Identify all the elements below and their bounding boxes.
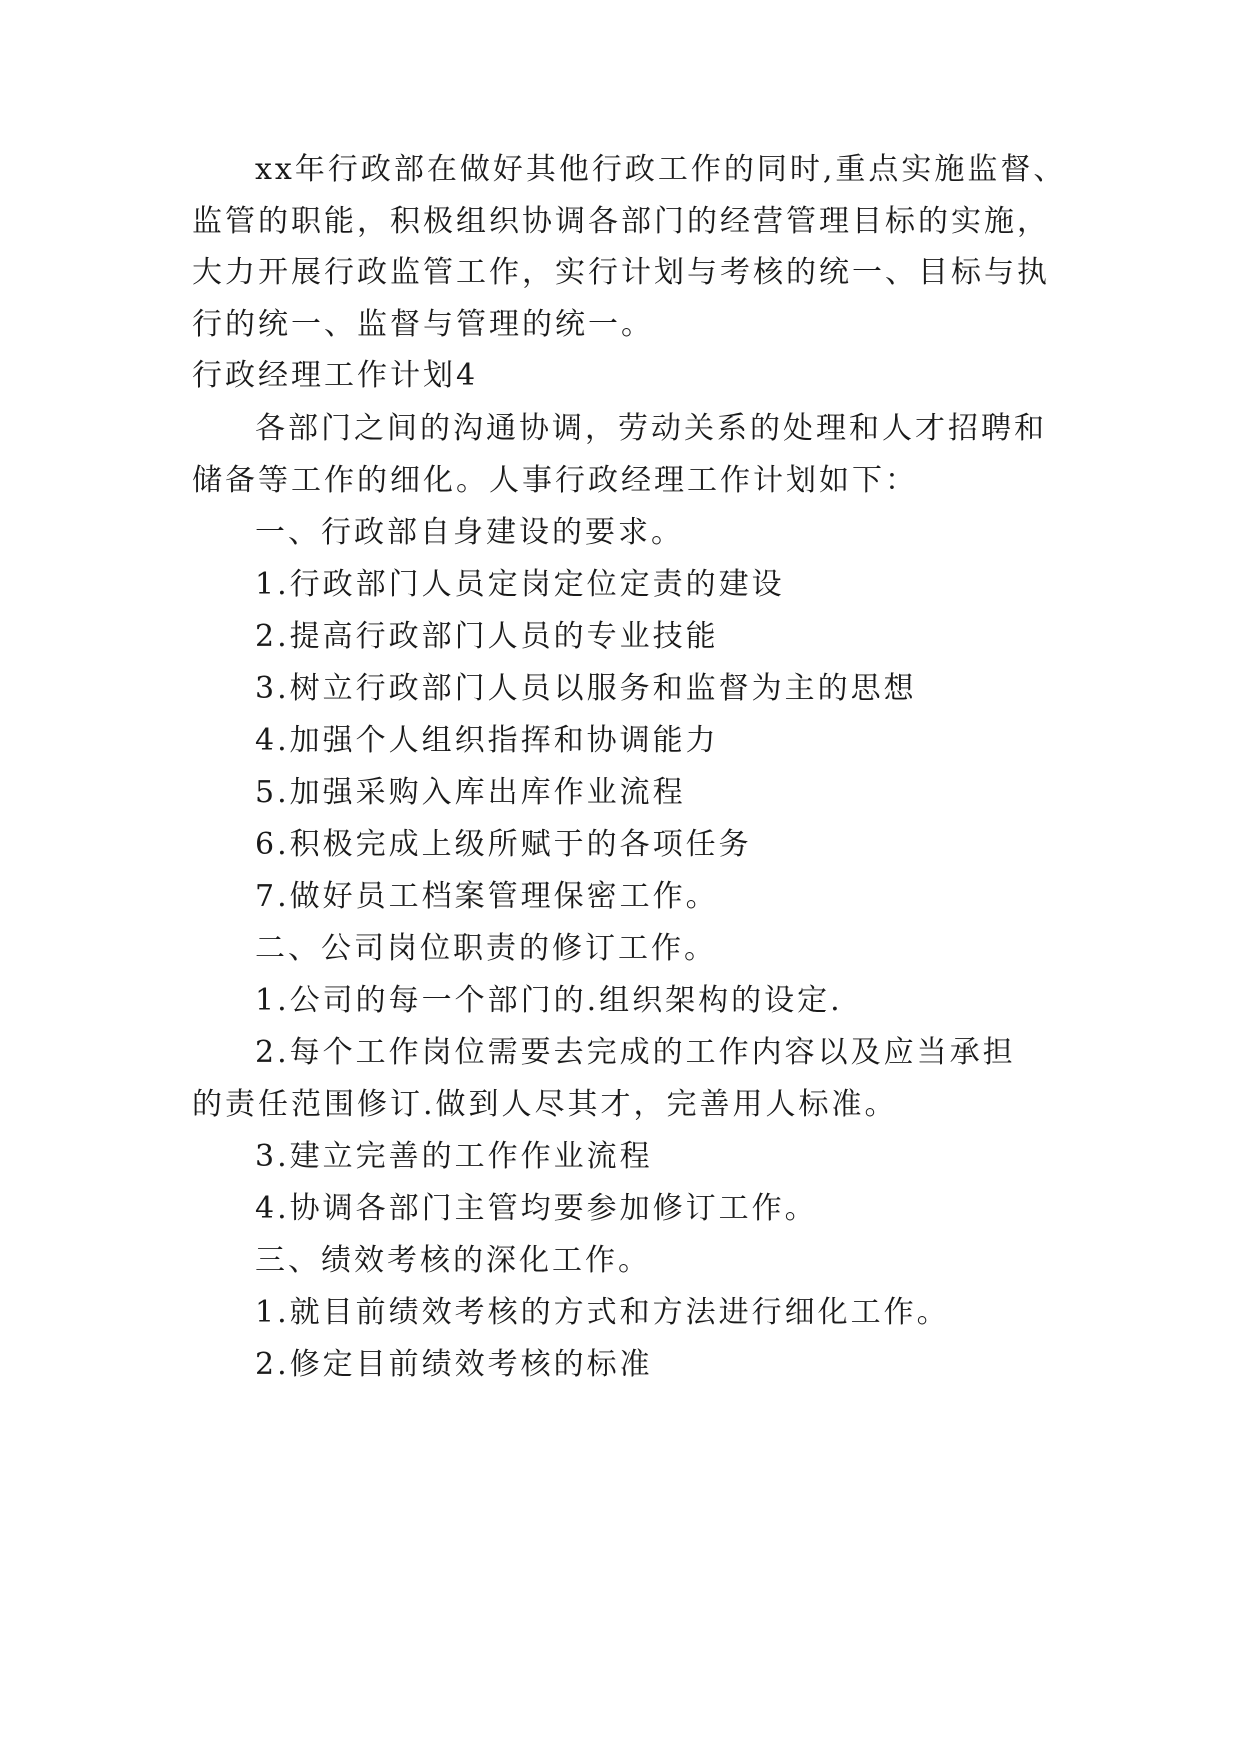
subheading: 三、绩效考核的深化工作。 [255, 1243, 651, 1278]
list-item: 7.做好员工档案管理保密工作。 [255, 879, 719, 914]
list-item: 3.建立完善的工作作业流程 [255, 1139, 653, 1174]
text-line: 的责任范围修订.做到人尽其才，完善用人标准。 [192, 1087, 898, 1122]
list-item: 4.加强个人组织指挥和协调能力 [255, 723, 719, 758]
text-line: 行的统一、监督与管理的统一。 [192, 307, 654, 342]
text-line: 各部门之间的沟通协调，劳动关系的处理和人才招聘和 [255, 411, 1047, 446]
list-item: 2.提高行政部门人员的专业技能 [255, 619, 719, 654]
list-item: 4.协调各部门主管均要参加修订工作。 [255, 1191, 818, 1226]
text-line: 储备等工作的细化。人事行政经理工作计划如下： [192, 463, 918, 498]
subheading: 二、公司岗位职责的修订工作。 [255, 931, 717, 966]
subheading: 一、行政部自身建设的要求。 [255, 515, 684, 550]
list-item: 3.树立行政部门人员以服务和监督为主的思想 [255, 671, 917, 706]
list-item: 1.行政部门人员定岗定位定责的建设 [255, 567, 785, 602]
section-heading: 行政经理工作计划4 [192, 358, 479, 393]
list-item: 2.每个工作岗位需要去完成的工作内容以及应当承担 [255, 1035, 1016, 1070]
list-item: 1.公司的每一个部门的.组织架构的设定. [255, 983, 843, 1018]
list-item: 6.积极完成上级所赋于的各项任务 [255, 827, 752, 862]
list-item: 2.修定目前绩效考核的标准 [255, 1347, 653, 1382]
text-line: 大力开展行政监管工作，实行计划与考核的统一、目标与执 [192, 255, 1050, 290]
list-item: 5.加强采购入库出库作业流程 [255, 775, 686, 810]
list-item: 1.就目前绩效考核的方式和方法进行细化工作。 [255, 1295, 950, 1330]
text-line: xx年行政部在做好其他行政工作的同时,重点实施监督、 [255, 152, 1067, 187]
text-line: 监管的职能，积极组织协调各部门的经营管理目标的实施， [192, 204, 1050, 239]
